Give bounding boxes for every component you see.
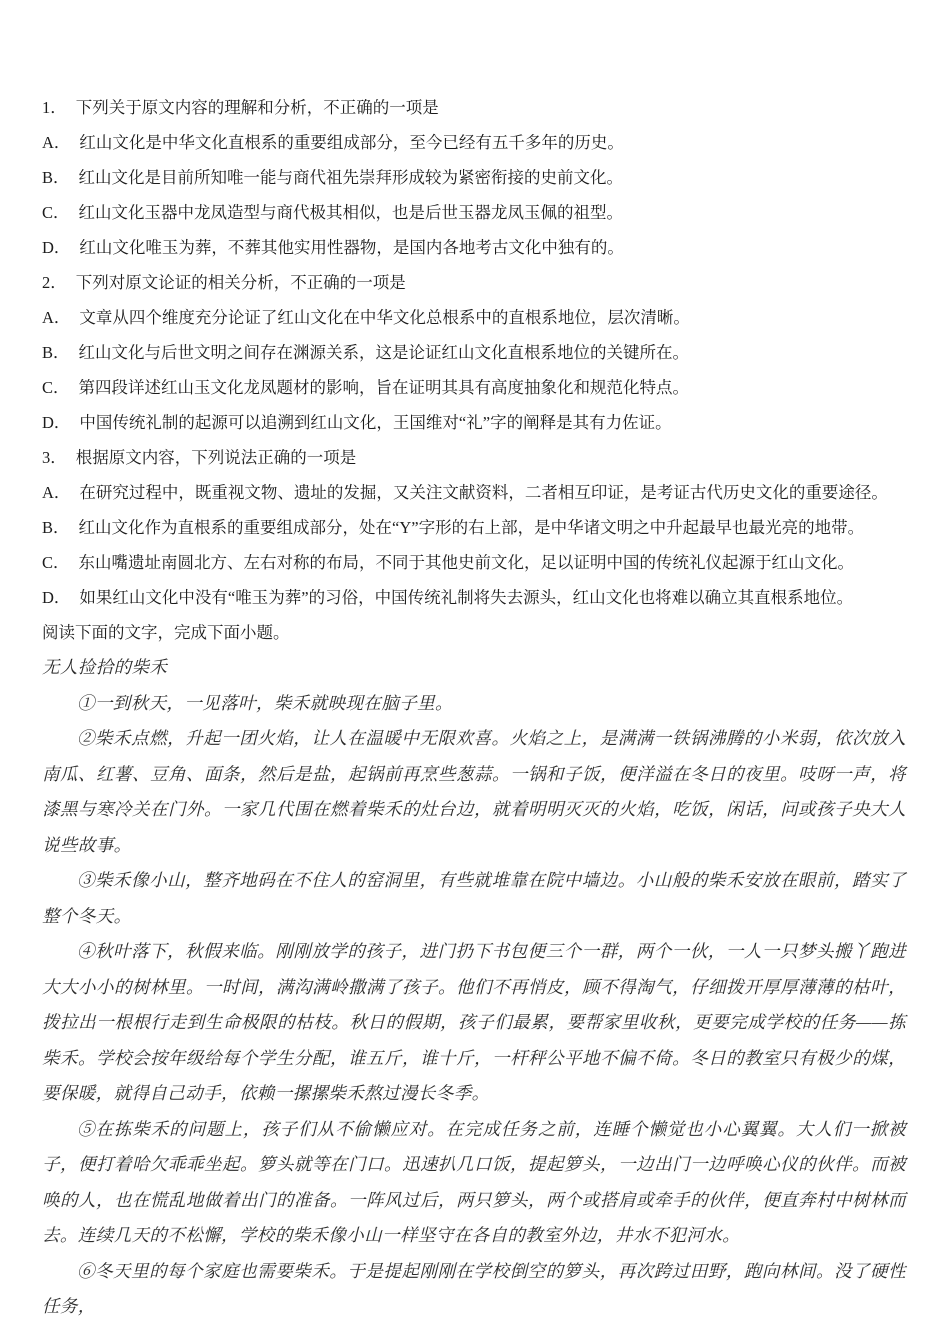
option-label: B． (42, 518, 70, 537)
option-label: B． (42, 343, 70, 362)
question-3-stem-line (42, 440, 906, 475)
question-1-stem-line (42, 90, 906, 125)
question-1-stem: 下列关于原文内容的理解和分析，不正确的一项是 (75, 98, 439, 117)
passage-paragraph-2: ②柴禾点燃，升起一团火焰，让人在温暖中无限欢喜。火焰之上，是满满一铁锅沸腾的小米弱，依次放入南瓜、红薯、豆角、面条，然后是盐，起锅前再烹些葱蒜。一锅和子饭，便洋溢在冬日的夜里。吱呀一声，将漆黑与寒冷关在门外。一家几代围在燃着柴禾的灶台边，就着明明灭灭的火焰，吃饭，闲话，问或孩子央大人说些故事。 (42, 728, 906, 855)
question-2-stem: 下列对原文论证的相关分析，不正确的一项是 (75, 273, 406, 292)
passage-paragraph-4: ④秋叶落下，秋假来临。刚刚放学的孩子，进门扔下书包便三个一群，两个一伙，一人一只梦头搬丫跑进大大小小的树林里。一时间，满沟满岭撒满了孩子。他们不再悄皮，顾不得淘气，仔细拨开厚厚薄薄的枯叶，拨拉出一根根行走到生命极限的枯枝。秋日的假期，孩子们最累，要帮家里收秋，更要完成学校的任务——拣柴禾。学校会按年级给每个学生分配，谁五斤，谁十斤，一杆秤公平地不偏不倚。冬日的教室只有极少的煤，要保暖，就得自己动手，依赖一摞摞柴禾熬过漫长冬季。 (42, 941, 906, 1103)
passage-paragraph-1: ①一到秋天，一见落叶，柴禾就映现在脑子里。 (77, 692, 453, 713)
question-3-option-d (42, 580, 906, 615)
question-1-option-a (42, 125, 906, 160)
question-1-option-b (42, 160, 906, 195)
option-text: 红山文化与后世文明之间存在渊源关系，这是论证红山文化直根系地位的关键所在。 (78, 343, 690, 362)
option-text: 红山文化唯玉为葬，不葬其他实用性器物，是国内各地考古文化中独有的。 (79, 238, 624, 257)
option-label: A． (42, 308, 71, 327)
passage-paragraph-5: ⑤在拣柴禾的问题上，孩子们从不偷懒应对。在完成任务之前，连睡个懒觉也小心翼翼。大人们一掀被子，便打着哈欠乖乖坐起。箩头就等在门口。迅速扒几口饭，提起箩头，一边出门一边呼唤心仪的伙伴。而被唤的人，也在慌乱地做着出门的准备。一阵风过后，两只箩头，两个或搭肩或牵手的伙伴，便直奔村中树林而去。连续几天的不松懈，学校的柴禾像小山一样坚守在各自的教室外边，井水不犯河水。 (42, 1118, 906, 1245)
option-label: D． (42, 588, 71, 607)
question-1-option-d (42, 230, 906, 265)
question-1-number: 1． (42, 98, 67, 117)
question-3-option-c (42, 545, 906, 580)
question-2-option-a (42, 300, 906, 335)
multiple-choice-section (42, 90, 906, 650)
question-2-number: 2． (42, 273, 67, 292)
option-text: 在研究过程中，既重视文物、遗址的发掘，又关注文献资料，二者相互印证，是考证古代历史文化的重要途径。 (79, 483, 888, 502)
option-label: C． (42, 553, 70, 572)
option-label: B． (42, 168, 70, 187)
passage-title: 无人捡拾的柴禾 (42, 657, 168, 677)
question-2-stem-line (42, 265, 906, 300)
option-text: 如果红山文化中没有“唯玉为葬”的习俗，中国传统礼制将失去源头，红山文化也将难以确立其直根系地位。 (79, 588, 854, 607)
question-3-option-b (42, 510, 906, 545)
question-2-option-c (42, 370, 906, 405)
option-text: 红山文化作为直根系的重要组成部分，处在“Y”字形的右上部，是中华诸文明之中升起最早也最光亮的地带。 (78, 518, 865, 537)
reading-passage (42, 650, 906, 1325)
option-text: 红山文化是目前所知唯一能与商代祖先崇拜形成较为紧密衔接的史前文化。 (78, 168, 624, 187)
passage-paragraph-6: ⑥冬天里的每个家庭也需要柴禾。于是提起刚刚在学校倒空的箩头，再次跨过田野，跑向林间。没了硬性任务， (42, 1260, 906, 1316)
question-2-option-b (42, 335, 906, 370)
option-text: 文章从四个维度充分论证了红山文化在中华文化总根系中的直根系地位，层次清晰。 (79, 308, 690, 327)
question-3-option-a (42, 475, 906, 510)
question-2-option-d (42, 405, 906, 440)
option-label: A． (42, 483, 71, 502)
question-3-stem: 根据原文内容，下列说法正确的一项是 (75, 448, 357, 467)
option-label: D． (42, 238, 71, 257)
question-3-number: 3． (42, 448, 67, 467)
passage-paragraph-3: ③柴禾像小山，整齐地码在不住人的窑洞里，有些就堆靠在院中墙边。小山般的柴禾安放在眼前，踏实了整个冬天。 (42, 870, 906, 926)
reading-instruction: 阅读下面的文字，完成下面小题。 (42, 623, 290, 642)
option-text: 第四段详述红山玉文化龙凤题材的影响，旨在证明其具有高度抽象化和规范化特点。 (78, 378, 690, 397)
option-label: D． (42, 413, 71, 432)
option-label: C． (42, 203, 70, 222)
question-1-option-c (42, 195, 906, 230)
option-label: C． (42, 378, 70, 397)
option-text: 红山文化玉器中龙凤造型与商代极其相似，也是后世玉器龙凤玉佩的祖型。 (78, 203, 624, 222)
option-text: 红山文化是中华文化直根系的重要组成部分，至今已经有五千多年的历史。 (79, 133, 624, 152)
option-label: A． (42, 133, 71, 152)
option-text: 中国传统礼制的起源可以追溯到红山文化，王国维对“礼”字的阐释是其有力佐证。 (79, 413, 672, 432)
option-text: 东山嘴遗址南圆北方、左右对称的布局，不同于其他史前文化，足以证明中国的传统礼仪起源于红山文化。 (78, 553, 855, 572)
